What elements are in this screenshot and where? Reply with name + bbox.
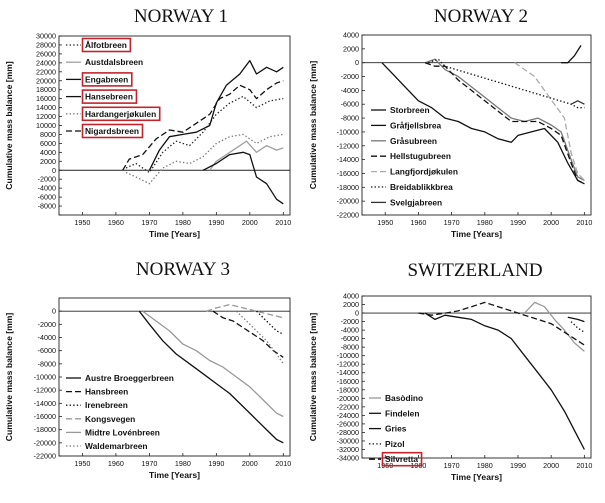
- legend-label: Ålfotbreen: [85, 40, 127, 50]
- y-tick-label: -8000: [37, 201, 56, 211]
- series-line-6: [236, 311, 283, 364]
- legend-label: Gråfjellsbrea: [390, 120, 442, 131]
- legend-label: Kongsvegen: [85, 413, 136, 424]
- series-line-4: [203, 152, 283, 204]
- y-tick-label: 26000: [36, 49, 56, 59]
- y-tick-label: -12000: [336, 141, 359, 151]
- x-tick-label: 1970: [443, 461, 460, 470]
- y-tick-label: 18000: [36, 85, 56, 95]
- x-tick-label: 1980: [174, 459, 191, 468]
- x-axis-label: Time [Years]: [451, 472, 502, 482]
- legend-label: Midtre Lovénbreen: [85, 427, 160, 438]
- y-axis-label: Cumulative mass balance [mm]: [4, 61, 14, 190]
- y-tick-label: -8000: [340, 113, 359, 123]
- x-axis-label: Time [Years]: [149, 470, 200, 480]
- y-tick-label: 8000: [40, 129, 56, 139]
- y-tick-label: 30000: [36, 31, 56, 41]
- x-tick-label: 1980: [476, 218, 493, 227]
- x-tick-label: 2010: [576, 461, 593, 470]
- y-tick-label: 22000: [36, 67, 56, 77]
- x-tick-label: 2000: [241, 459, 258, 468]
- series-line-5: [418, 302, 584, 345]
- y-tick-label: -4000: [37, 333, 56, 342]
- legend-label: Engabreen: [85, 74, 129, 85]
- y-tick-label: -20000: [336, 196, 359, 206]
- y-tick-label: -32000: [336, 444, 359, 454]
- y-tick-label: 14000: [36, 103, 56, 113]
- y-tick-label: 4000: [343, 30, 359, 40]
- y-tick-label: -6000: [37, 346, 56, 356]
- y-tick-label: -22000: [33, 451, 56, 461]
- series-line-2: [210, 141, 284, 170]
- y-tick-label: -10000: [33, 372, 56, 382]
- legend-label: Austre Broeggerbreen: [85, 373, 174, 383]
- y-tick-label: -12000: [336, 359, 359, 369]
- y-tick-label: -18000: [33, 425, 56, 435]
- chart-panel-2: [308, 6, 592, 239]
- legend-label: Hellstugubreen: [390, 151, 451, 162]
- series-line-6: [428, 59, 584, 107]
- legend-label: Gries: [385, 423, 407, 434]
- chart-title: NORWAY 2: [433, 6, 529, 27]
- y-tick-label: -2000: [37, 174, 56, 184]
- y-tick-label: -4000: [340, 325, 359, 335]
- legend-label: Hardangerjøkulen: [85, 108, 157, 119]
- y-tick-label: -12000: [33, 385, 56, 395]
- y-axis-label: Cumulative mass balance [mm]: [308, 312, 318, 442]
- chart-title: NORWAY 3: [135, 259, 231, 280]
- x-tick-label: 2000: [543, 218, 560, 227]
- y-tick-label: 16000: [36, 94, 56, 104]
- y-tick-label: -18000: [336, 385, 359, 395]
- y-tick-label: -22000: [336, 210, 359, 220]
- x-tick-label: 1980: [174, 218, 191, 227]
- x-tick-label: 1970: [443, 218, 460, 227]
- y-tick-label: -20000: [336, 393, 359, 403]
- chart-panel-4: [308, 260, 592, 482]
- legend-label: Hansbreen: [85, 386, 129, 397]
- series-line-2: [568, 317, 585, 321]
- y-tick-label: -6000: [340, 99, 359, 109]
- x-tick-label: 1960: [107, 459, 124, 468]
- x-tick-label: 1950: [74, 459, 91, 468]
- y-tick-label: -16000: [336, 168, 359, 178]
- y-tick-label: -34000: [336, 453, 359, 463]
- series-line-2: [561, 45, 581, 62]
- legend-label: Nigardsbreen: [85, 126, 139, 136]
- legend: [66, 373, 174, 451]
- x-tick-label: 1950: [74, 218, 91, 227]
- legend-label: Gråsubreen: [390, 135, 438, 146]
- legend: [371, 105, 458, 207]
- x-tick-label: 1960: [410, 461, 427, 470]
- y-tick-label: -6000: [340, 334, 359, 344]
- legend-label: Austdalsbreen: [85, 57, 144, 68]
- y-tick-label: -6000: [37, 192, 56, 202]
- x-tick-label: 2010: [275, 218, 292, 227]
- legend-label: Hansebreen: [85, 91, 133, 102]
- x-tick-label: 2010: [576, 218, 593, 227]
- y-tick-label: -20000: [33, 438, 56, 448]
- x-tick-label: 2000: [241, 218, 258, 227]
- y-tick-label: -16000: [336, 376, 359, 386]
- series-line-7: [571, 101, 584, 104]
- y-tick-label: 24000: [36, 58, 56, 68]
- x-tick-label: 2000: [543, 461, 560, 470]
- x-tick-label: 1970: [141, 459, 158, 468]
- y-tick-label: 0: [52, 165, 56, 175]
- x-tick-label: 2010: [275, 459, 292, 468]
- y-tick-label: -14000: [336, 368, 359, 378]
- legend-label: Pizol: [385, 438, 405, 449]
- y-tick-label: 0: [52, 306, 56, 316]
- y-tick-label: 2000: [40, 156, 56, 166]
- x-tick-label: 1990: [208, 218, 225, 227]
- x-tick-label: 1990: [509, 218, 526, 227]
- y-tick-label: 10000: [36, 121, 56, 130]
- y-tick-label: -2000: [37, 319, 56, 329]
- y-tick-label: -10000: [336, 127, 359, 137]
- y-tick-label: -8000: [340, 342, 359, 352]
- y-tick-label: -14000: [336, 155, 359, 165]
- x-tick-label: 1990: [509, 461, 526, 470]
- x-tick-label: 1970: [141, 218, 158, 227]
- y-tick-label: 4000: [343, 291, 359, 301]
- y-tick-label: -8000: [37, 359, 56, 369]
- legend: [66, 39, 160, 138]
- y-tick-label: 0: [355, 58, 359, 68]
- series-line-3: [425, 313, 584, 449]
- y-tick-label: -4000: [37, 183, 56, 193]
- legend-label: Breidablikkbrea: [390, 182, 453, 192]
- series-line-5: [143, 311, 284, 416]
- chart-title: NORWAY 1: [133, 6, 229, 27]
- y-tick-label: -4000: [340, 85, 359, 95]
- y-tick-label: -10000: [336, 351, 359, 361]
- y-tick-label: -2000: [340, 72, 359, 82]
- y-tick-label: 28000: [36, 40, 56, 50]
- y-tick-label: -30000: [336, 436, 359, 446]
- plot-frame: [362, 296, 591, 458]
- series-line-5: [126, 134, 283, 183]
- y-tick-label: -16000: [33, 412, 56, 421]
- y-tick-label: -26000: [336, 419, 359, 429]
- legend-label: Langfjordjøkulen: [390, 166, 458, 177]
- y-tick-label: -28000: [336, 427, 359, 437]
- y-tick-label: 6000: [40, 138, 56, 148]
- legend-label: Basòdino: [385, 393, 424, 403]
- y-tick-label: 12000: [36, 112, 56, 122]
- y-axis-label: Cumulative mass balance [mm]: [308, 60, 318, 190]
- chart-panel-1: [4, 6, 291, 239]
- chart-panel-3: [4, 259, 291, 480]
- series-line-4: [571, 322, 584, 333]
- legend-label: Irenebreen: [85, 400, 128, 411]
- chart-title: SWITZERLAND: [407, 260, 543, 281]
- y-tick-label: 2000: [343, 44, 359, 54]
- series-line-2: [213, 311, 283, 357]
- y-tick-label: 2000: [343, 300, 359, 310]
- y-tick-label: -14000: [33, 398, 56, 408]
- y-tick-label: -2000: [340, 317, 359, 327]
- series-line-3: [149, 61, 283, 171]
- y-tick-label: 4000: [40, 147, 56, 157]
- x-tick-label: 1950: [377, 461, 394, 470]
- x-axis-label: Time [Years]: [149, 229, 200, 239]
- y-tick-label: -18000: [336, 182, 359, 192]
- y-tick-label: -22000: [336, 402, 359, 412]
- legend-label: Waldemarbreen: [85, 441, 148, 451]
- legend-label: Svelgjabreen: [390, 197, 443, 208]
- x-tick-label: 1960: [410, 218, 427, 227]
- y-axis-label: Cumulative mass balance [mm]: [4, 312, 14, 442]
- y-tick-label: 0: [355, 308, 359, 318]
- legend: [369, 393, 423, 466]
- x-tick-label: 1990: [208, 459, 225, 468]
- x-tick-label: 1980: [476, 461, 493, 470]
- x-tick-label: 1960: [107, 218, 124, 227]
- y-tick-label: 20000: [36, 76, 56, 86]
- series-line-1: [525, 302, 585, 351]
- legend-label: Findelen: [385, 408, 420, 419]
- y-tick-label: -24000: [336, 410, 359, 420]
- legend-label: Silvretta: [385, 454, 419, 465]
- x-axis-label: Time [Years]: [451, 229, 502, 239]
- legend-label: Storbreen: [390, 105, 430, 115]
- x-tick-label: 1950: [377, 218, 394, 227]
